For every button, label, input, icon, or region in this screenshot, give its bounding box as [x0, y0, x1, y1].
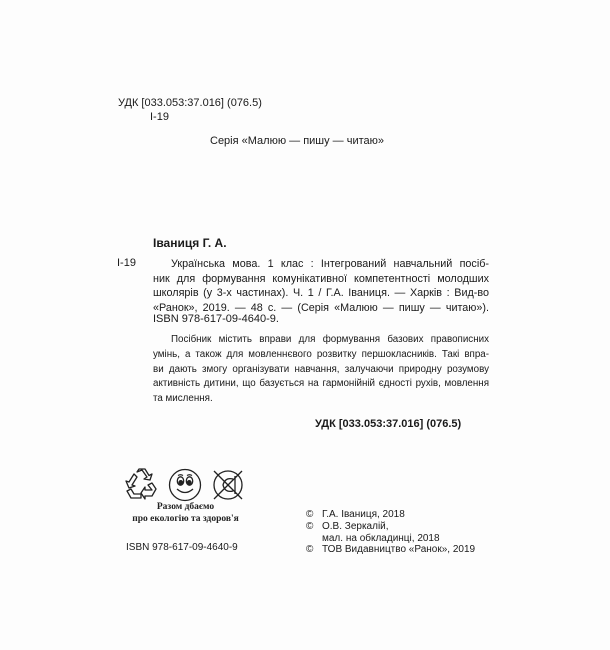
copyright-icon: ©	[306, 544, 314, 556]
annotation-line: та мислення.	[153, 393, 213, 405]
bibliographic-line: Українська мова. 1 клас : Інтегрований навчальний посіб-	[171, 258, 489, 270]
copyright-text: ТОВ Видавництво «Ранок», 2019	[322, 544, 476, 556]
footer-isbn: ISBN 978-617-09-4640-9	[126, 542, 238, 553]
eco-slogan	[118, 501, 253, 525]
copyright-row	[306, 521, 475, 533]
bibliographic-record	[153, 257, 489, 315]
eco-icons	[124, 468, 244, 502]
annotation-line: умінь, а також для мовленнєвого розвитку першокласників. Такі впра-	[153, 348, 489, 360]
annotation-line: ви дають змогу організувати навчання, залучаючи природну розумову	[153, 363, 489, 375]
copyright-text: Г.А. Іваниця, 2018	[322, 509, 405, 520]
copyright-block	[306, 509, 475, 556]
copyright-icon: ©	[306, 520, 314, 532]
copyright-row	[306, 544, 475, 556]
eco-slogan-line: про екологію та здоров'я	[132, 514, 239, 524]
copyright-row	[306, 509, 475, 521]
udk-catalog: УДК [033.053:37.016] (076.5)	[315, 418, 462, 430]
bibliographic-line: ник для формування комунікативної компетентності молодших	[153, 272, 489, 285]
catalog-author: Іваниця Г. А.	[153, 236, 227, 250]
udk-header: УДК [033.053:37.016] (076.5)	[118, 97, 262, 109]
series-title: Серія «Малюю — пишу — читаю»	[210, 135, 385, 147]
book-annotation	[153, 333, 489, 407]
bibliographic-line: школярів (у 3-х частинах). Ч. 1 / Г.А. Іваниця. — Харків : Вид-во	[153, 287, 489, 299]
annotation-line: Посібник містить вправи для формування базових правописних	[171, 334, 489, 345]
author-index-header: І-19	[150, 111, 169, 123]
copyright-text: О.В. Зеркалій,	[322, 520, 389, 532]
copyright-text: мал. на обкладинці, 2018	[322, 532, 440, 544]
catalog-isbn: ISBN 978-617-09-4640-9.	[153, 313, 279, 325]
copyright-row	[306, 533, 475, 545]
catalog-author-index: І-19	[117, 257, 136, 269]
copyright-icon: ©	[306, 509, 314, 520]
bibliographic-line: «Ранок», 2019. — 48 с. — (Серія «Малюю — пишу — читаю»).	[153, 301, 489, 314]
eco-slogan-line: Разом дбаємо	[156, 502, 215, 512]
annotation-line: активність дитини, що базується на гармонійній єдності рухів, мовлення	[153, 378, 489, 390]
